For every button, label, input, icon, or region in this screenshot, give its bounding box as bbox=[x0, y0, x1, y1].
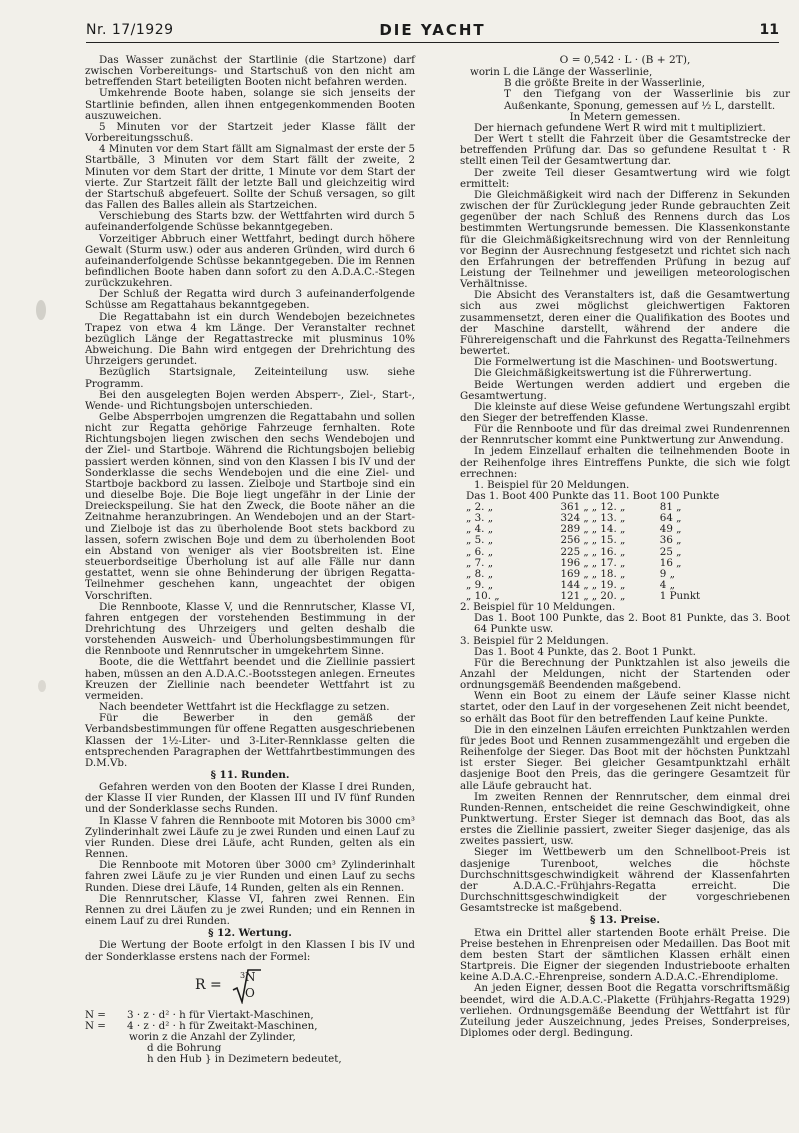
paragraph: Der Wert t stellt die Fahrzeit über die Gesamtstrecke der betreffenden Prüfung dar. Das so gefundene Resultat t · R stellt einen Teil der Gesamtwertung dar. bbox=[460, 133, 790, 168]
paragraph: Die in den einzelnen Läufen erreichten Punktzahlen werden für jedes Boot und Rennen zusammengezählt und ergeben die Reihenfolge der Sieger. Das Boot mit der höchsten Punktzahl ist erster Sieger. Bei gleicher Gesamtpunktzahl erhält dasjenige Boot den Preis, das die geringere Gesamtzeit für alle Läufe gebraucht hat. bbox=[460, 723, 790, 792]
points-left: 289 „ bbox=[560, 523, 589, 536]
points-right: 16 „ bbox=[659, 556, 682, 569]
where-line: B die größte Breite in der Wasserlinie, bbox=[504, 77, 705, 90]
example-heading: 1. Beispiel für 20 Meldungen. bbox=[474, 478, 630, 491]
paragraph: Gelbe Absperrbojen umgrenzen die Regattabahn und sollen nicht zur Regatta gehörige Fahrzeuge fernhalten. Rote Richtungsbojen liegen zwischen den sechs Wendebojen und der Ziel- und Startboje. Während die Richtungsbojen beliebig passiert werden können, sind von den Klassen I bis IV und der Sonderklasse die sechs Wendebojen und die eine Ziel- und Startboje backbord zu lassen. Zielboje und Startboje sind ein und dieselbe Boje. Die Boje liegt ungefähr in der Linie der Dreieckspeilung. Sie hat den Zweck, die Boote näher an die Zeitnahme heranzubringen. An Wendebojen und an der Start- und Zielboje ist das zu überholende Boot stets backbord zu lassen, sofern zwischen Boje und dem zu überholenden Boot ein Abstand von weniger als vier Bootsbreiten ist. Eine steuerbordseitige Überholung ist auf alle Fälle nur dann gestattet, wenn sie ohne Behinderung der übrigen Regatta-Teilnehmer geschehen kann, ungeachtet der obigen Vorschriften. bbox=[85, 411, 415, 602]
paragraph: Das Wasser zunächst der Startlinie (die Startzone) darf zwischen Vorbereitungs- und Startschuß von den nicht am betreffenden Start beteiligten Booten nicht befahren werden. bbox=[85, 54, 415, 89]
points-left: 121 „ bbox=[560, 589, 589, 602]
points-table bbox=[466, 491, 722, 602]
paragraph: Die Wertung der Boote erfolgt in den Klassen I bis IV und der Sonderklasse erstens nach der Formel: bbox=[85, 939, 415, 963]
definition-key: N = bbox=[85, 1008, 106, 1021]
points-right: 1 Punkt bbox=[659, 589, 701, 602]
paragraph: Die Formelwertung ist die Maschinen- und Bootswertung. bbox=[474, 356, 778, 369]
paragraph: Die Regattabahn ist ein durch Wendebojen bezeichnetes Trapez von etwa 4 km Länge. Der Veranstalter rechnet bezüglich Länge der Regattastrecke mit plusminus 10% Abweichung. Die Bahn wird entgegen der Drehrichtung des Uhrzeigers gerundet. bbox=[85, 310, 415, 368]
paragraph: Der zweite Teil dieser Gesamtwertung wird wie folgt ermittelt: bbox=[460, 166, 790, 190]
section-heading-preise: § 13. Preise. bbox=[589, 914, 661, 927]
place-left: „ 10. „ bbox=[466, 589, 500, 602]
paragraph: Die Rennboote mit Motoren über 3000 cm³ Zylinderinhalt fahren zwei Läufe zu je vier Runden und einen Lauf zu sechs Runden. Diese drei Läufe, 14 Runden, gelten als ein Rennen. bbox=[85, 859, 415, 894]
formula-lhs: R = bbox=[195, 976, 222, 993]
paragraph: 5 Minuten vor der Startzeit jeder Klasse fällt der Vorbereitungsschuß. bbox=[85, 120, 415, 145]
paragraph: Bei den ausgelegten Bojen werden Absperr-, Ziel-, Start-, Wende- und Richtungsbojen unterschieden. bbox=[85, 388, 415, 412]
place-right: „ 12. „ bbox=[591, 501, 626, 514]
paragraph: Die kleinste auf diese Weise gefundene Wertungszahl ergibt den Sieger der betreffenden Klasse. bbox=[460, 400, 790, 424]
points-right: 9 „ bbox=[659, 567, 675, 580]
paragraph: Die Gleichmäßigkeit wird nach der Differenz in Sekunden zwischen der für Zurücklegung jeder Runde gebrauchten Zeit gegenüber der nach Schluß des Rennens durch das Los bestimmten Wertungsrunde bemessen. Die Klassenkonstante für die Gleichmäßigkeitsrechnung wird von der Rennleitung vor Beginn der Ausrechnung festgesetzt und richtet sich nach den Erfahrungen der betreffenden Prüfung in bezug auf Leistung der Teilnehmer und jeweiligen meteorologischen Verhältnisse. bbox=[460, 188, 790, 291]
right-column bbox=[460, 55, 790, 1039]
points-left: 169 „ bbox=[560, 567, 589, 580]
points-row bbox=[466, 547, 722, 558]
place-left: Das 1. Boot bbox=[466, 490, 527, 503]
paragraph: Im zweiten Rennen der Rennrutscher, dem einmal drei Runden-Rennen, entscheidet die reine Geschwindigkeit, ohne Punktwertung. Erster Sieger ist demnach das Boot, das als erstes die Ziellinie passiert, zweiter Sieger dasjenige, das als zweites passiert, usw. bbox=[460, 790, 790, 848]
place-right: „ 16. „ bbox=[591, 545, 626, 558]
points-left: 361 „ bbox=[560, 501, 589, 514]
where-line: worin z die Anzahl der Zylinder, bbox=[129, 1030, 296, 1043]
points-right: 4 „ bbox=[659, 578, 675, 591]
paragraph: Sieger im Wettbewerb um den Schnellboot-Preis ist dasjenige Turenboot, welches die höchste Durchschnittsgeschwindigkeit während der Klassenfahrten der A.D.A.C.-Frühjahrs-Regatta erreicht. Die Durchschnittsgeschwindigkeit der vorgeschriebenen Gesamtstrecke ist maßgebend. bbox=[460, 846, 790, 915]
paragraph: Wenn ein Boot zu einem der Läufe seiner Klasse nicht startet, oder den Lauf in der vorgesehenen Zeit nicht beendet, so erhält das Boot für den betreffenden Lauf keine Punkte. bbox=[460, 690, 790, 725]
paragraph: Etwa ein Drittel aller startenden Boote erhält Preise. Die Preise bestehen in Ehrenpreisen oder Medaillen. Das Boot mit dem besten Start der sämtlichen Klassen erhält einen Startpreis. Die Eigner der siegenden Industrieboote erhalten keine A.D.A.C.-Ehrenpreise, sondern A.D.A.C.-Ehrendiplome. bbox=[460, 926, 790, 984]
paragraph: Boote, die die Wettfahrt beendet und die Ziellinie passiert haben, müssen an den A.D.A.C.-Bootsstegen anlegen. Erneutes Kreuzen der Ziellinie nach beendeter Wettfahrt ist zu vermeiden. bbox=[85, 656, 415, 702]
place-left: „ 4. „ bbox=[466, 523, 494, 536]
place-right: „ 19. „ bbox=[591, 578, 626, 591]
where-clause bbox=[85, 1032, 415, 1065]
paragraph: In jedem Einzellauf erhalten die teilnehmenden Boote in der Reihenfolge ihres Eintreffens Punkte, die sich wie folgt errechnen: bbox=[460, 445, 790, 480]
paragraph: Beide Wertungen werden addiert und ergeben die Gesamtwertung. bbox=[460, 378, 790, 402]
place-right: „ 17. „ bbox=[591, 556, 626, 569]
example-heading: 3. Beispiel für 2 Meldungen. bbox=[460, 634, 609, 647]
page-header bbox=[86, 22, 779, 43]
section-heading-runden: § 11. Runden. bbox=[210, 769, 290, 781]
paragraph: Vorzeitiger Abbruch einer Wettfahrt, bedingt durch höhere Gewalt (Sturm usw.) oder aus anderen Gründen, wird durch 6 aufeinanderfolgende Schüsse bekanntgegeben. Die im Rennen befindlichen Boote haben dann sofort zu den A.D.A.C.-Stegen zurückzukehren. bbox=[85, 232, 415, 290]
paragraph: Nach beendeter Wettfahrt ist die Heckflagge zu setzen. bbox=[99, 701, 390, 714]
place-left: „ 9. „ bbox=[466, 578, 494, 591]
paragraph: Gefahren werden von den Booten der Klasse I drei Runden, der Klasse II vier Runden, der Klassen III und IV fünf Runden und der Sonderklasse sechs Runden. bbox=[85, 781, 415, 816]
paragraph: Für die Berechnung der Punktzahlen ist also jeweils die Anzahl der Meldungen, nicht der Startenden oder ordnungsgemäß Beendenden maßgebend. bbox=[460, 656, 790, 692]
formula-o: O = 0,542 · L · (B + 2T), bbox=[559, 54, 691, 66]
formula-numerator: N bbox=[245, 969, 256, 984]
n-definitions bbox=[85, 1010, 415, 1032]
left-column bbox=[85, 55, 415, 1065]
paragraph: Die Rennrutscher, Klasse VI, fahren zwei Rennen. Ein Rennen zu drei Läufen zu je zwei Runden; und ein Rennen in einem Lauf zu drei Runden. bbox=[85, 892, 415, 928]
paragraph: In Klasse V fahren die Rennboote mit Motoren bis 3000 cm³ Zylinderinhalt zwei Läufe zu je zwei Runden und einen Lauf zu vier Runden. Diese drei Läufe, acht Runden, gelten als ein Rennen. bbox=[85, 814, 415, 861]
place-left: „ 7. „ bbox=[466, 556, 494, 569]
issue-number: Nr. 17/1929 bbox=[86, 22, 174, 38]
place-left: „ 3. „ bbox=[466, 512, 494, 525]
paragraph: An jeden Eigner, dessen Boot die Regatta vorschriftsmäßig beendet, wird die A.D.A.C.-Plakette (Frühjahrs-Regatta 1929) verliehen. Ordnungsgemäße Beendung der Wettfahrt ist für Zuteilung jeder Auszeichnung, jedes Preises, Sonderpreises, Diplomes oder dergl. Bedingung. bbox=[460, 982, 790, 1039]
points-left: 144 „ bbox=[560, 578, 589, 591]
page-number: 11 bbox=[759, 22, 779, 38]
paper-stain bbox=[36, 300, 46, 320]
formula-denominator: O bbox=[245, 985, 255, 1000]
place-left: „ 5. „ bbox=[466, 534, 494, 547]
place-right: das 11. Boot bbox=[591, 490, 657, 503]
example-text: Das 1. Boot 100 Punkte, das 2. Boot 81 Punkte, das 3. Boot 64 Punkte usw. bbox=[474, 612, 790, 636]
paragraph: Die Gleichmäßigkeitswertung ist die Führerwertung. bbox=[474, 367, 752, 380]
paragraph: 4 Minuten vor dem Start fällt am Signalmast der erste der 5 Startbälle, 3 Minuten vor dem Start fällt der zweite, 2 Minuten vor dem Start der dritte, 1 Minute vor dem Start der vierte. Zur Startzeit fällt der letzte Ball und gleichzeitig wird der Startschuß abgefeuert. Sollte der Schuß versagen, so gilt das Fallen des Balles allein als Startzeichen. bbox=[85, 143, 415, 212]
definition-value: 4 · z · d² · h für Zweitakt-Maschinen, bbox=[127, 1019, 318, 1032]
paragraph: Der hiernach gefundene Wert R wird mit t multipliziert. bbox=[474, 121, 766, 134]
points-right: 49 „ bbox=[659, 523, 682, 536]
formula-r bbox=[85, 966, 415, 1010]
example-text: Das 1. Boot 4 Punkte, das 2. Boot 1 Punkt. bbox=[474, 645, 696, 658]
place-left: „ 2. „ bbox=[466, 501, 494, 514]
paragraph: Verschiebung des Starts bzw. der Wettfahrten wird durch 5 aufeinanderfolgende Schüsse bekanntgegeben. bbox=[85, 210, 415, 234]
where-line: h den Hub } in Dezimetern bedeutet, bbox=[147, 1053, 342, 1066]
place-right: „ 18. „ bbox=[591, 567, 626, 580]
points-left: 196 „ bbox=[560, 556, 589, 569]
points-left: 324 „ bbox=[560, 512, 589, 525]
where-line: worin L die Länge der Wasserlinie, bbox=[470, 66, 653, 79]
points-right: 81 „ bbox=[659, 501, 682, 514]
points-row bbox=[466, 535, 722, 546]
place-left: „ 6. „ bbox=[466, 545, 494, 558]
paragraph: Die Rennboote, Klasse V, und die Rennrutscher, Klasse VI, fahren entgegen der vorstehenden Bestimmung in der Drehrichtung des Uhrzeigers und gelten deshalb die vorstehenden Ausweich- und Überholungsbestimmungen für die Rennboote und Rennrutscher in umgekehrtem Sinne. bbox=[85, 600, 415, 658]
place-left: „ 8. „ bbox=[466, 567, 494, 580]
magazine-title: DIE YACHT bbox=[379, 21, 486, 39]
points-right: 36 „ bbox=[659, 534, 682, 547]
measure-note: In Metern gemessen. bbox=[569, 110, 681, 123]
paragraph: Der Schluß der Regatta wird durch 3 aufeinanderfolgende Schüsse am Regattahaus bekanntgegeben. bbox=[85, 288, 415, 312]
points-left: 225 „ bbox=[560, 545, 589, 558]
points-right: 64 „ bbox=[659, 512, 682, 525]
place-right: „ 20. „ bbox=[591, 589, 626, 602]
paragraph: Bezüglich Startsignale, Zeiteinteilung usw. siehe Programm. bbox=[85, 366, 415, 390]
paragraph: Für die Bewerber in den gemäß der Verbandsbestimmungen für offene Regatten ausgeschriebenen Klassen der 1½-Liter- und 3-Liter-Rennklasse gelten die entsprechenden Paragraphen der Wettfahrtbestimmungen des D.M.Vb. bbox=[85, 712, 415, 769]
paragraph: Für die Rennboote und für das dreimal zwei Rundenrennen der Rennrutscher kommt eine Punktwertung zur Anwendung. bbox=[460, 423, 790, 447]
root-index: 3 bbox=[240, 970, 246, 980]
where-line: T den Tiefgang von der Wasserlinie bis zur Außenkante, Sponung, gemessen auf ½ L, darstellt. bbox=[504, 88, 790, 112]
points-left: 256 „ bbox=[560, 534, 589, 547]
section-heading-wertung: § 12. Wertung. bbox=[208, 927, 292, 940]
points-left: 400 Punkte bbox=[529, 490, 589, 503]
points-right: 25 „ bbox=[659, 545, 682, 558]
where-line: d die Bohrung bbox=[147, 1042, 222, 1055]
definition-key: N = bbox=[85, 1019, 106, 1032]
place-right: „ 15. „ bbox=[591, 534, 626, 547]
points-right: 100 Punkte bbox=[659, 490, 720, 503]
o-where-clause bbox=[460, 67, 790, 112]
place-right: „ 13. „ bbox=[591, 512, 626, 525]
place-right: „ 14. „ bbox=[591, 523, 626, 536]
definition-value: 3 · z · d² · h für Viertakt-Maschinen, bbox=[127, 1008, 314, 1021]
example-heading: 2. Beispiel für 10 Meldungen. bbox=[460, 601, 616, 614]
paper-stain bbox=[38, 680, 46, 692]
paragraph: Umkehrende Boote haben, solange sie sich jenseits der Startlinie befinden, allen ihnen entgegenkommenden Booten auszuweichen. bbox=[85, 87, 415, 122]
paragraph: Die Absicht des Veranstalters ist, daß die Gesamtwertung sich aus zwei möglichst gleichwertigen Faktoren zusammensetzt, deren einer die Qualifikation des Bootes und der Maschine darstellt, während der andere die Führereigenschaft und die Fahrkunst des Regatta-Teilnehmers bewertet. bbox=[460, 289, 790, 358]
